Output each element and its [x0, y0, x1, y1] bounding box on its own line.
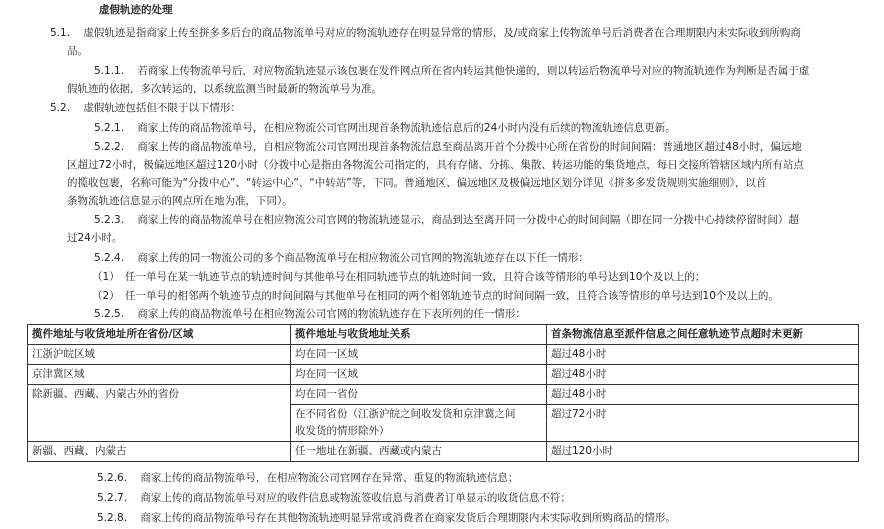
- clause-number: 5.2.7.: [97, 492, 128, 504]
- table-cell: 超过120小时: [547, 442, 859, 462]
- table-header-row: [28, 325, 859, 345]
- clause-text: 虚假轨迹是指商家上传至拼多多后台的商品物流单号对应的物流轨迹存在明显异常的情形，及/或商家上传物流单号后消费者在合理期限内未实际收到所购商: [83, 27, 801, 39]
- table-header-cell: 首条物流信息至派件信息之间任意轨迹节点超时未更新: [547, 325, 859, 345]
- clause-5-2-3-cont: 过24小时。: [67, 232, 123, 244]
- clause-text: 虚假轨迹包括但不限于以下情形：: [83, 102, 241, 114]
- clause-5-2-8: [97, 509, 676, 527]
- table-row: [28, 442, 859, 462]
- clause-5-2-6: [97, 469, 518, 487]
- table-cell: 除新疆、西藏、内蒙古外的省份: [28, 385, 291, 442]
- table-cell: [291, 405, 547, 442]
- table-cell: 江浙沪皖区域: [28, 345, 291, 365]
- table-cell: 超过48小时: [547, 345, 859, 365]
- section-heading: 虚假轨迹的处理: [99, 4, 173, 16]
- timeout-rules-table: [27, 324, 859, 462]
- clause-text: 商家上传的商品物流单号在相应物流公司官网的物流轨迹存在下表所列的任一情形：: [137, 308, 526, 320]
- list-item-2: [92, 287, 779, 305]
- clause-text: 商家上传的商品物流单号，在相应物流公司官网出现首条物流轨迹信息后的24小时内没有后续的物流轨迹信息更新。: [137, 122, 676, 134]
- clause-5-2-7: [97, 489, 571, 507]
- clause-5-2-5: [94, 305, 526, 323]
- table-cell: 超过48小时: [547, 385, 859, 405]
- table-header-cell: 揽件地址与收货地址所在省份/区域: [28, 325, 291, 345]
- clause-text: 商家上传的商品物流单号存在其他物流轨迹明显异常或消费者在商家发货后合理期限内未实际收到所购商品的情形。: [140, 512, 676, 524]
- clause-5-1-1-cont: 假轨迹的依据，多次转运的，以系统监测当时最新的物流单号为准。: [67, 83, 382, 95]
- list-item-number: （2）: [92, 290, 120, 302]
- clause-5-2-2-cont-2: 的揽收包裹，名称可能为“分拨中心”、“转运中心”、“中转站”等，下同。普通地区、偏远地区及极偏远地区划分详见《拼多多发货规则实施细则》，以首: [67, 177, 767, 189]
- clause-number: 5.2.6.: [97, 472, 128, 484]
- clause-5-2: [50, 99, 241, 117]
- cell-line: 在不同省份（江浙沪皖之间收发货和京津冀之间: [295, 408, 516, 420]
- clause-5-2-2: [94, 138, 802, 156]
- clause-number: 5.1.1.: [94, 65, 125, 77]
- table-cell: 均在同一区域: [291, 365, 547, 385]
- table-cell: 任一地址在新疆、西藏或内蒙古: [291, 442, 547, 462]
- clause-5-1-cont: 品。: [67, 45, 88, 57]
- table-row: [28, 345, 859, 365]
- clause-number: 5.2.5.: [94, 308, 125, 320]
- clause-5-2-2-cont-1: 区超过72小时，极偏远地区超过120小时（分拨中心是指由各物流公司指定的，具有存储、分拣、集散、转运功能的集货地点，每日交接所管辖区域内所有站点: [67, 159, 804, 171]
- clause-number: 5.2.: [50, 102, 71, 114]
- clause-5-2-1: [94, 119, 676, 137]
- clause-5-1: [50, 24, 801, 42]
- clause-number: 5.2.8.: [97, 512, 128, 524]
- list-item-1: [92, 268, 705, 286]
- table-cell: 超过48小时: [547, 365, 859, 385]
- clause-number: 5.2.3.: [94, 214, 125, 226]
- clause-text: 商家上传的商品物流单号，在相应物流公司官网存在异常、重复的物流轨迹信息；: [140, 472, 519, 484]
- clause-number: 5.2.4.: [94, 252, 125, 264]
- table-cell: 新疆、西藏、内蒙古: [28, 442, 291, 462]
- table-row: [28, 365, 859, 385]
- table-cell: 均在同一区域: [291, 345, 547, 365]
- clause-text: 商家上传的商品物流单号，自相应物流公司官网出现首条物流信息至商品离开首个分拨中心所在省份的时间间隔：普通地区超过48小时，偏远地: [137, 141, 802, 153]
- list-item-text: 任一单号的相邻两个轨迹节点的时间间隔与其他单号在相同的两个相邻轨迹节点的时间间隔一致，且符合该等情形的单号达到10个及以上的。: [125, 290, 779, 302]
- clause-number: 5.2.2.: [94, 141, 125, 153]
- clause-number: 5.1.: [50, 27, 71, 39]
- clause-text: 商家上传的商品物流单号对应的收件信息或物流签收信息与消费者订单显示的收货信息不符；: [140, 492, 571, 504]
- clause-5-2-3: [94, 211, 799, 229]
- table-cell: 京津冀区域: [28, 365, 291, 385]
- cell-line: 收发货的情形除外）: [295, 425, 390, 437]
- list-item-text: 任一单号在某一轨迹节点的轨迹时间与其他单号在相同轨迹节点的轨迹时间一致，且符合该等情形的单号达到10个及以上的；: [125, 271, 706, 283]
- clause-5-2-2-cont-3: 条物流轨迹信息显示的网点所在地为准，下同）。: [67, 195, 293, 207]
- table-cell: 均在同一省份: [291, 385, 547, 405]
- clause-text: 商家上传的同一物流公司的多个商品物流单号在相应物流公司官网的物流轨迹存在以下任一情形：: [137, 252, 589, 264]
- clause-text: 商家上传的商品物流单号在相应物流公司官网的物流轨迹显示，商品到达至离开同一分拨中心的时间间隔（即在同一分拨中心持续停留时间）超: [137, 214, 799, 226]
- table-header-cell: 揽件地址与收货地址关系: [291, 325, 547, 345]
- clause-text: 若商家上传物流单号后，对应物流轨迹显示该包裹在发件网点所在省内转运其他快递的，则以转运后物流单号对应的物流轨迹作为判断是否属于虚: [137, 65, 810, 77]
- table-row: [28, 385, 859, 405]
- clause-5-1-1: [94, 62, 809, 80]
- table-cell: 超过72小时: [547, 405, 859, 442]
- clause-5-2-4: [94, 249, 589, 267]
- clause-number: 5.2.1.: [94, 122, 125, 134]
- list-item-number: （1）: [92, 271, 120, 283]
